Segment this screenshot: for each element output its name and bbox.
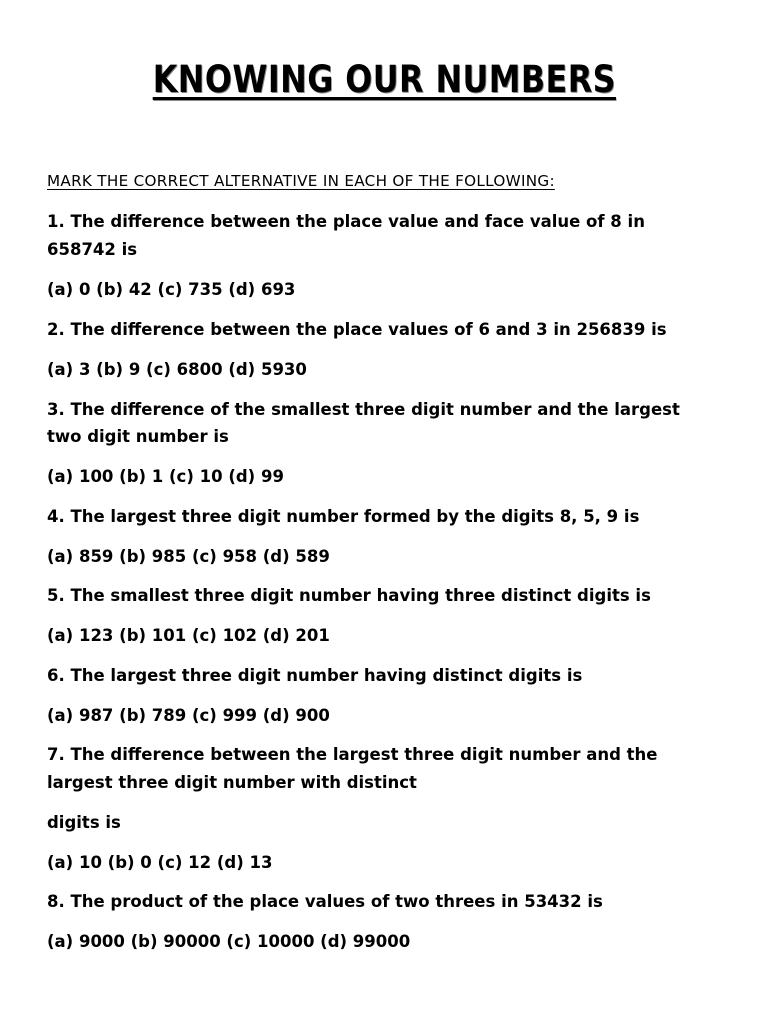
question-2-options: (a) 3 (b) 9 (c) 6800 (d) 5930 [47,360,307,379]
instruction-heading: MARK THE CORRECT ALTERNATIVE IN EACH OF THE FOLLOWING: [47,172,555,190]
question-8-options: (a) 9000 (b) 90000 (c) 10000 (d) 99000 [47,932,411,951]
question-1-line-2: 658742 is [47,240,138,259]
question-5-options: (a) 123 (b) 101 (c) 102 (d) 201 [47,626,330,645]
question-3-options: (a) 100 (b) 1 (c) 10 (d) 99 [47,467,284,486]
question-3-line-2: two digit number is [47,427,229,446]
page-title-text: KNOWING OUR NUMBERS [152,58,616,101]
question-3-line-1: 3. The difference of the smallest three digit number and the largest [47,400,680,419]
question-1-line-1: 1. The difference between the place value and face value of 8 in [47,212,645,231]
question-4-options: (a) 859 (b) 985 (c) 958 (d) 589 [47,547,330,566]
question-6-line-1: 6. The largest three digit number having distinct digits is [47,666,583,685]
question-7-line-3: digits is [47,813,121,832]
page-title [0,58,768,101]
question-8-line-1: 8. The product of the place values of two threes in 53432 is [47,892,603,911]
question-7-line-2: largest three digit number with distinct [47,773,417,792]
question-1-options: (a) 0 (b) 42 (c) 735 (d) 693 [47,280,296,299]
question-2-line-1: 2. The difference between the place values of 6 and 3 in 256839 is [47,320,667,339]
question-7-line-1: 7. The difference between the largest three digit number and the [47,745,658,764]
question-6-options: (a) 987 (b) 789 (c) 999 (d) 900 [47,706,330,725]
question-7-options: (a) 10 (b) 0 (c) 12 (d) 13 [47,853,273,872]
question-4-line-1: 4. The largest three digit number formed by the digits 8, 5, 9 is [47,507,640,526]
question-5-line-1: 5. The smallest three digit number having three distinct digits is [47,586,651,605]
